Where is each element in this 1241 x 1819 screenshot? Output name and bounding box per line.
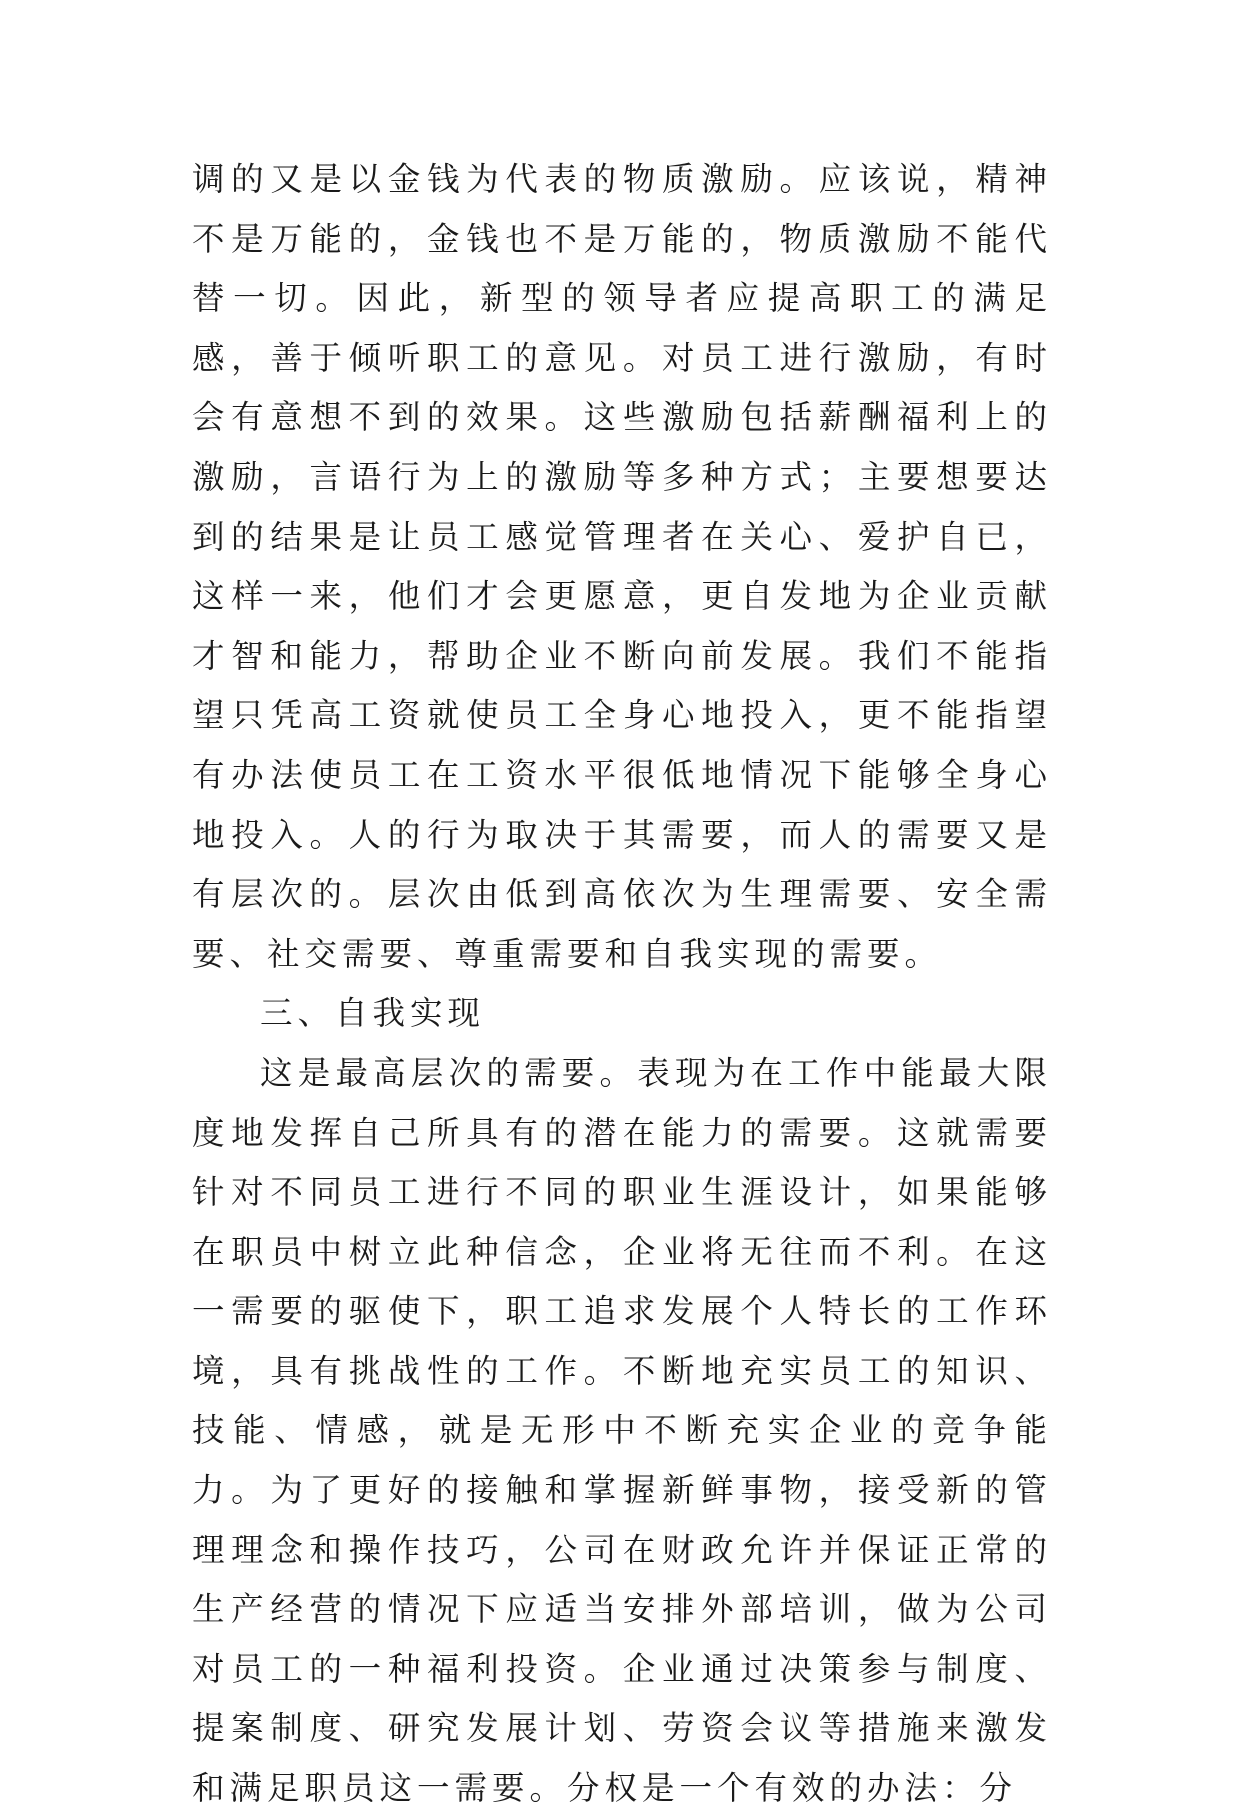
body-paragraph: 调的又是以金钱为代表的物质激励。应该说，精神不是万能的，金钱也不是万能的，物质激励不能代替一切。因此，新型的领导者应提高职工的满足感，善于倾听职工的意见。对员工进行激励，有时会有意想不到的效果。这些激励包括薪酬福利上的激励，言语行为上的激励等多种方式；主要想要达到的结果是让员工感觉管理者在关心、爱护自已，这样一来，他们才会更愿意，更自发地为企业贡献才智和能力，帮助企业不断向前发展。我们不能指望只凭高工资就使员工全身心地投入，更不能指望有办法使员工在工资水平很低地情况下能够全身心地投入。人的行为取决于其需要，而人的需要又是有层次的。层次由低到高依次为生理需要、安全需要、社交需要、尊重需要和自我实现的需要。 xyxy=(192,160,1052,973)
section-heading: 三、自我实现 xyxy=(260,994,486,1033)
body-paragraph: 这是最高层次的需要。表现为在工作中能最大限度地发挥自己所具有的潜在能力的需要。这就需要针对不同员工进行不同的职业生涯设计，如果能够在职员中树立此种信念，企业将无往而不利。在这一需要的驱使下，职工追求发展个人特长的工作环境，具有挑战性的工作。不断地充实员工的知识、技能、情感，就是无形中不断充实企业的竞争能力。为了更好的接触和掌握新鲜事物，接受新的管理理念和操作技巧，公司在财政允许并保证正常的生产经营的情况下应适当安排外部培训，做为公司对员工的一种福利投资。企业通过决策参与制度、提案制度、研究发展计划、劳资会议等措施来激发和满足职员这一需要。分权是一个有效的办法：分 xyxy=(192,1053,1052,1808)
document-body xyxy=(192,150,1052,1819)
